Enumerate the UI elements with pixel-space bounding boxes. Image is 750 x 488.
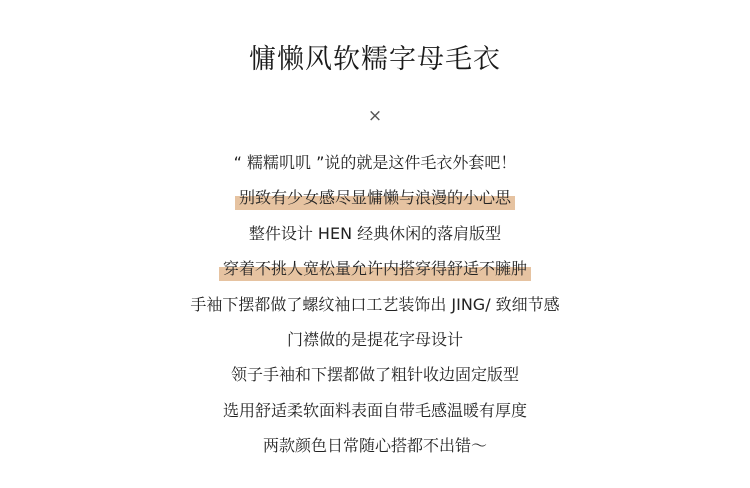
description-line bbox=[0, 328, 750, 363]
description-line-text: 选用舒适柔软面料表面自带毛感温暖有厚度 bbox=[222, 400, 527, 420]
description-line-text: 别致有少女感尽显慵懒与浪漫的小心思 bbox=[235, 186, 515, 210]
description-line-text: 领子手袖和下摆都做了粗针收边固定版型 bbox=[230, 365, 519, 385]
description-line-text: 手袖下摆都做了螺纹袖口工艺装饰出 JING/ 致细节感 bbox=[190, 294, 560, 314]
description-line bbox=[0, 434, 750, 469]
page-title: 慵懒风软糯字母毛衣 bbox=[249, 44, 501, 75]
description-line-text: 两款颜色日常随心搭都不出错～ bbox=[262, 436, 487, 456]
description-line bbox=[0, 151, 750, 186]
description-line-text: “ 糯糯叽叽 ”说的就是这件毛衣外套吧！ bbox=[233, 153, 517, 172]
description-line-text: 整件设计 HEN 经典休闲的落肩版型 bbox=[248, 223, 502, 243]
description-line bbox=[0, 293, 750, 328]
description-lines bbox=[0, 151, 750, 470]
description-line bbox=[0, 399, 750, 434]
description-line-text: 门襟做的是提花字母设计 bbox=[286, 329, 463, 349]
description-line bbox=[0, 363, 750, 398]
description-line-highlighted bbox=[0, 257, 750, 292]
description-line bbox=[0, 222, 750, 257]
description-line-highlighted bbox=[0, 186, 750, 221]
description-line-text: 穿着不挑人宽松量允许内搭穿得舒适不臃肿 bbox=[219, 257, 531, 281]
close-icon: × bbox=[367, 106, 383, 126]
